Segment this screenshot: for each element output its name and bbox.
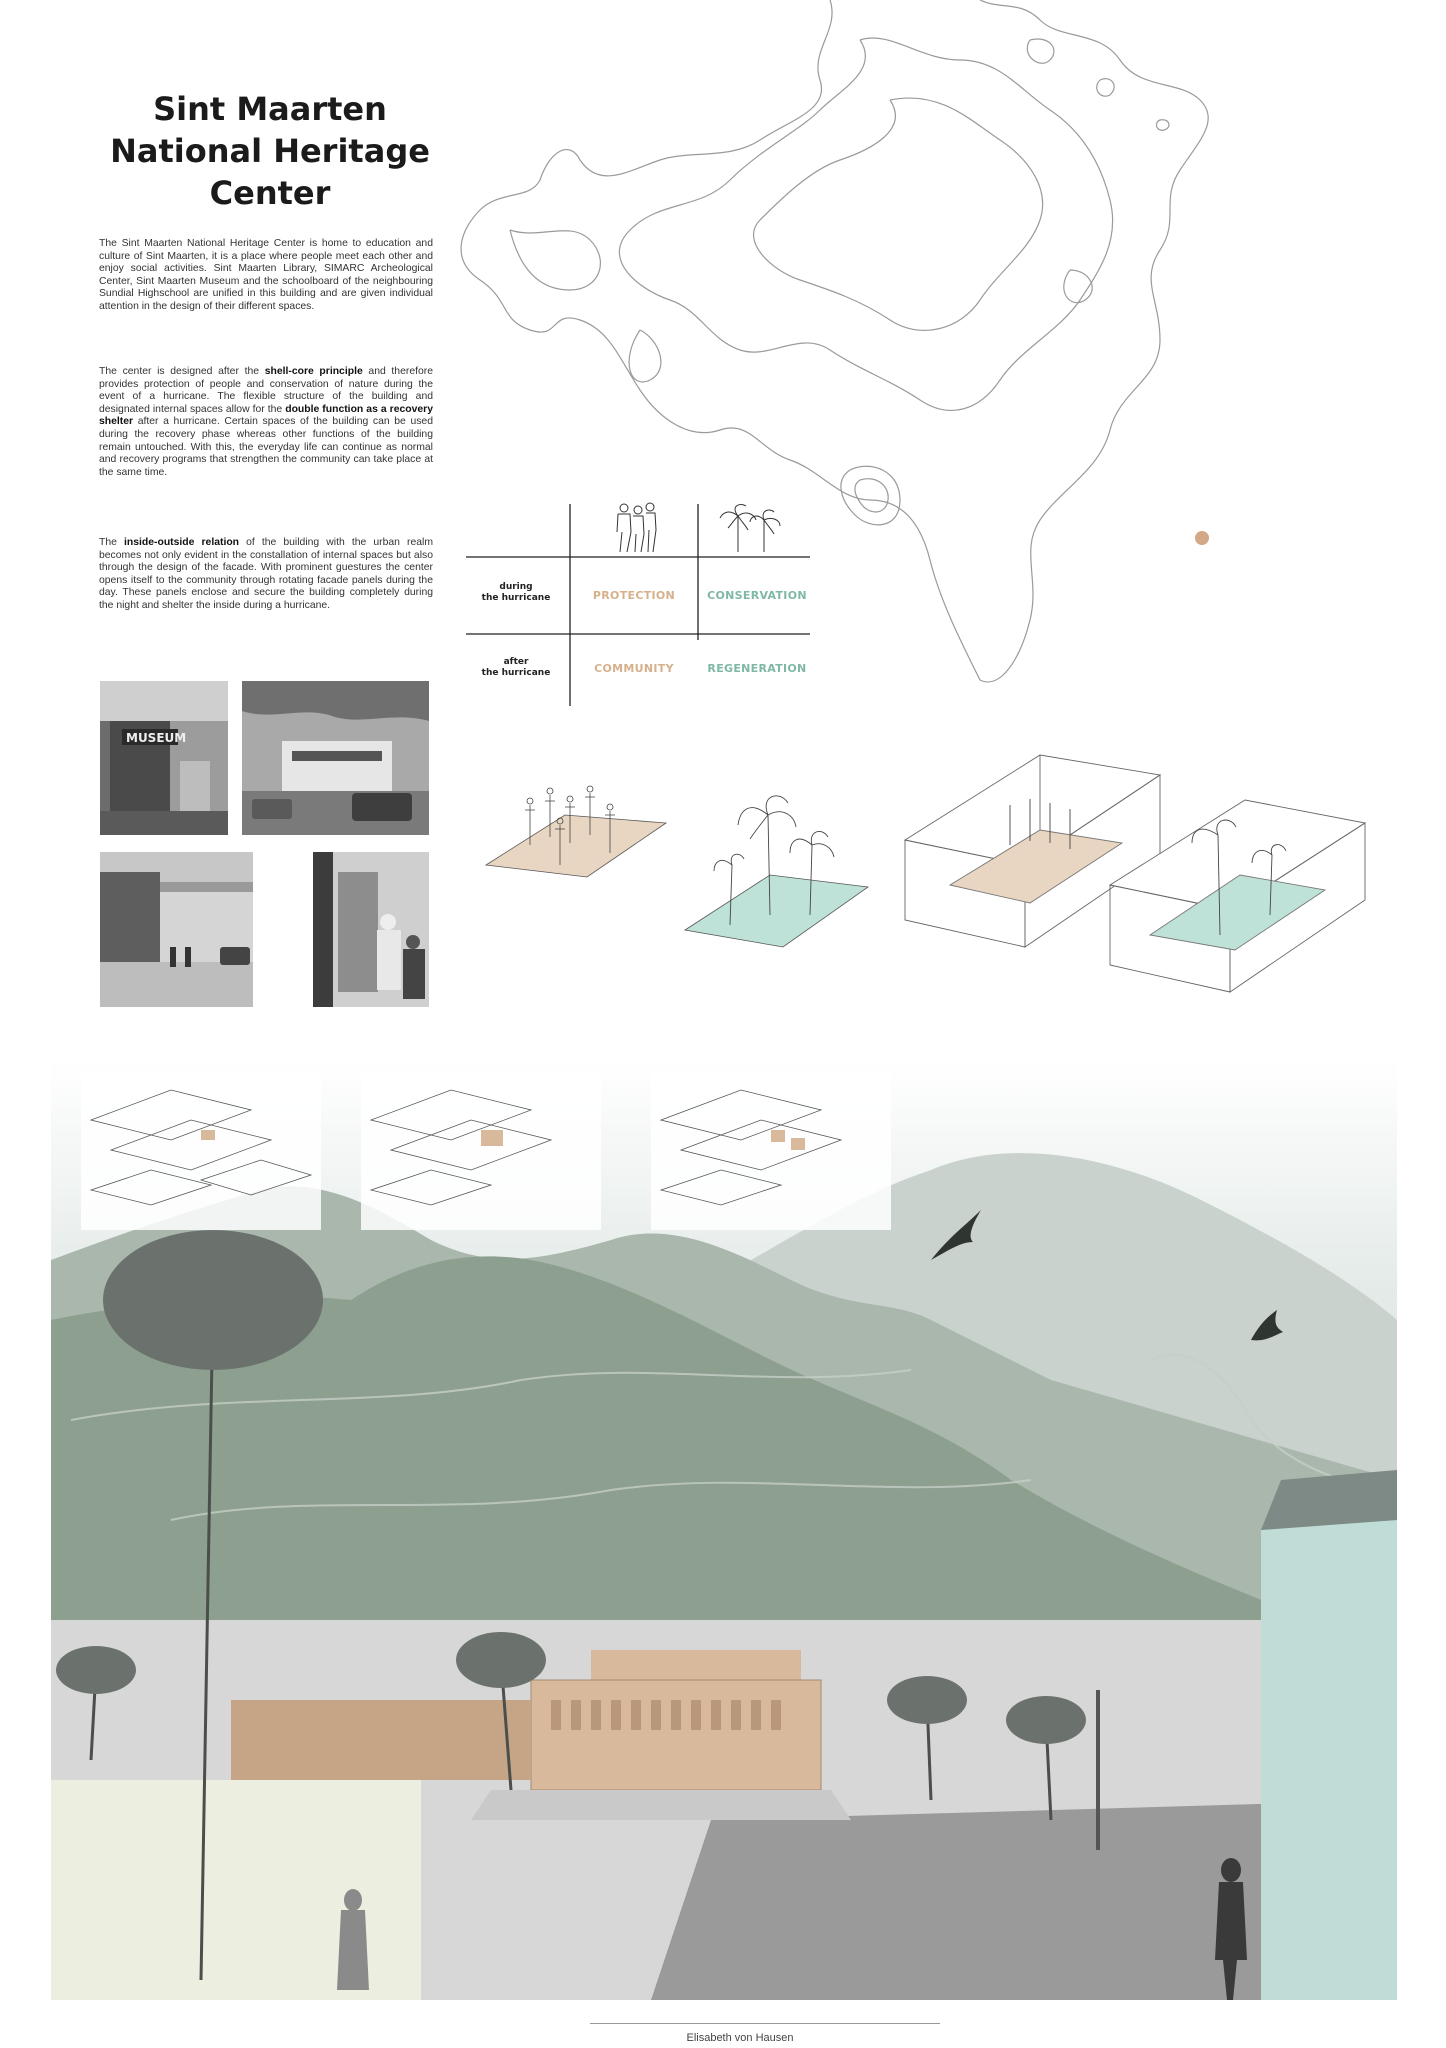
row-label-during-line-1: during <box>499 582 533 592</box>
people-icon <box>606 500 666 554</box>
shell-box-nature <box>1110 800 1365 992</box>
description-paragraph-3 <box>99 537 433 613</box>
lamp-post <box>1096 1690 1100 1850</box>
palm-crown-4 <box>1006 1696 1086 1744</box>
row-label-during <box>466 582 566 604</box>
photo-courtyard <box>100 852 253 1007</box>
site-plan-inset-3 <box>651 1070 891 1230</box>
emphasis-text: double function as a recovery shelter <box>99 403 433 428</box>
paragraph-text: and therefore provides protection of people and conservation of nature during the event of a hurricane. The flexible structure of the building and designated internal spaces allow for the <box>99 366 434 415</box>
perspective-rendering <box>51 1060 1397 2000</box>
footer-divider <box>590 2023 940 2024</box>
cell-conservation: CONSERVATION <box>707 589 807 602</box>
page-title <box>60 88 480 214</box>
palm-crown-large <box>103 1230 323 1370</box>
site-plan-inset-2 <box>361 1070 601 1230</box>
description-paragraph-1 <box>99 238 433 314</box>
site-plan-inset-1 <box>81 1070 321 1230</box>
row-label-during-line-2: the hurricane <box>481 593 551 603</box>
palm-crown-3 <box>887 1676 967 1724</box>
palm-trees-icon <box>716 500 786 554</box>
paragraph-text: The <box>99 537 124 548</box>
title-line-2: National Heritage <box>110 132 430 170</box>
walking-woman-head <box>1221 1858 1241 1882</box>
shell-core-axonometric-diagrams <box>470 715 1400 1005</box>
row-label-after-line-2: the hurricane <box>481 668 551 678</box>
author-credit: Elisabeth von Hausen <box>686 2032 794 2044</box>
palm-crown-2 <box>456 1632 546 1688</box>
paragraph-text: The center is designed after the <box>99 366 265 377</box>
paragraph-text: of the building with the urban realm becomes not only evident in the constallation of internal spaces but also through the design of the facade. With prominent guestures the center opens itself to the community through rotating facade panels during the day. These panels enclose and secure the building completely during the night and shelter the inside during a hurricane. <box>99 537 433 611</box>
blurred-person-head <box>344 1889 362 1911</box>
site-location-marker <box>1195 531 1209 545</box>
description-paragraph-2 <box>99 366 433 479</box>
concept-matrix <box>466 500 816 710</box>
title-line-1: Sint Maarten <box>153 90 387 128</box>
palm-crown-5 <box>56 1646 136 1694</box>
row-label-after-line-1: after <box>503 657 529 667</box>
cell-community: COMMUNITY <box>594 662 674 675</box>
blurred-person <box>337 1910 369 1990</box>
nature-plate <box>685 796 868 947</box>
photo-visitors-entrance <box>313 852 429 1007</box>
people-plate <box>486 786 666 877</box>
shell-box-people <box>905 755 1160 947</box>
emphasis-text: shell-core principle <box>264 366 363 377</box>
title-line-3: Center <box>209 174 331 212</box>
cell-regeneration: REGENERATION <box>707 662 807 675</box>
emphasis-text: inside-outside relation <box>123 537 240 548</box>
paragraph-text: after a hurricane. Certain spaces of the building can be used during the recovery phase whereas other functions of the building remain untouched. With this, the everyday life can continue as normal and recovery programs that strengthen the community can take place at the same time. <box>99 416 433 478</box>
cell-protection: PROTECTION <box>592 589 676 602</box>
mint-facade-building <box>1261 1520 1397 2000</box>
row-label-after <box>466 657 566 679</box>
photo-street-building <box>242 681 429 835</box>
photo-museum-entrance <box>100 681 228 835</box>
paragraph-text: The Sint Maarten National Heritage Center is home to education and culture of Sint Maarten, it is a place where people meet each other and enjoy social activities. Sint Maarten Library, SIMARC Archeological Center, Sint Maarten Museum and the schoolboard of the neighbouring Sundial Highschool are unified in this building and are given individual attention in the design of their different spaces. <box>99 238 433 312</box>
museum-sign-text: MUSEUM <box>126 731 187 745</box>
